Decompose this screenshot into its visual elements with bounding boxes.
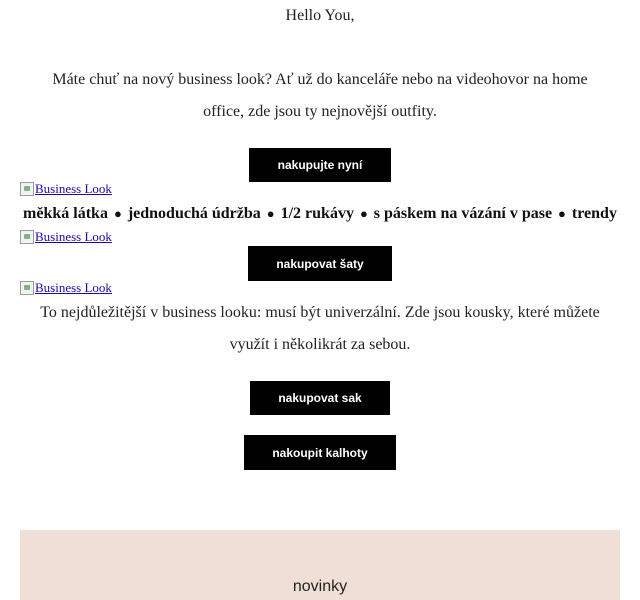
business-look-image-2[interactable]: [20, 229, 112, 245]
broken-image-icon: [20, 182, 34, 196]
shop-blazer-button[interactable]: nakupovat sak: [250, 381, 390, 415]
image-alt-text: Business Look: [35, 181, 112, 196]
news-section: [20, 530, 620, 600]
feature-item: jednoduchá údržba: [127, 205, 261, 222]
feature-item: trendy: [571, 205, 617, 222]
feature-item: 1/2 rukávy: [280, 205, 354, 222]
greeting: Hello You,: [285, 7, 355, 24]
image-alt-text: Business Look: [35, 280, 112, 295]
feature-item: měkká látka: [23, 205, 108, 222]
versatility-text: To nejdůležitější v business looku: musí být univerzální. Zde jsou kousky, které můžete využít i několikrát za sebou.: [40, 304, 600, 353]
intro-text: Máte chuť na nový business look? Ať už do kanceláře nebo na videohovor na home office, zde jsou ty nejnovější outfity.: [52, 71, 588, 120]
bullet-separator: ●: [113, 206, 122, 221]
broken-image-icon: [20, 281, 34, 295]
bullet-separator: ●: [266, 206, 275, 221]
broken-image-icon: [20, 230, 34, 244]
news-heading: novinky: [292, 578, 348, 595]
bullet-separator: ●: [558, 206, 566, 221]
image-alt-text: Business Look: [35, 229, 112, 244]
shop-pants-button[interactable]: nakoupit kalhoty: [244, 435, 396, 470]
bullet-separator: ●: [359, 206, 368, 221]
business-look-image-3[interactable]: [20, 280, 112, 296]
shop-now-button[interactable]: nakupujte nyní: [249, 148, 391, 182]
feature-item: s páskem na vázání v pase: [373, 205, 553, 222]
features-line: [0, 203, 640, 225]
shop-dress-button[interactable]: nakupovat šaty: [248, 246, 392, 281]
business-look-image-1[interactable]: [20, 181, 112, 197]
